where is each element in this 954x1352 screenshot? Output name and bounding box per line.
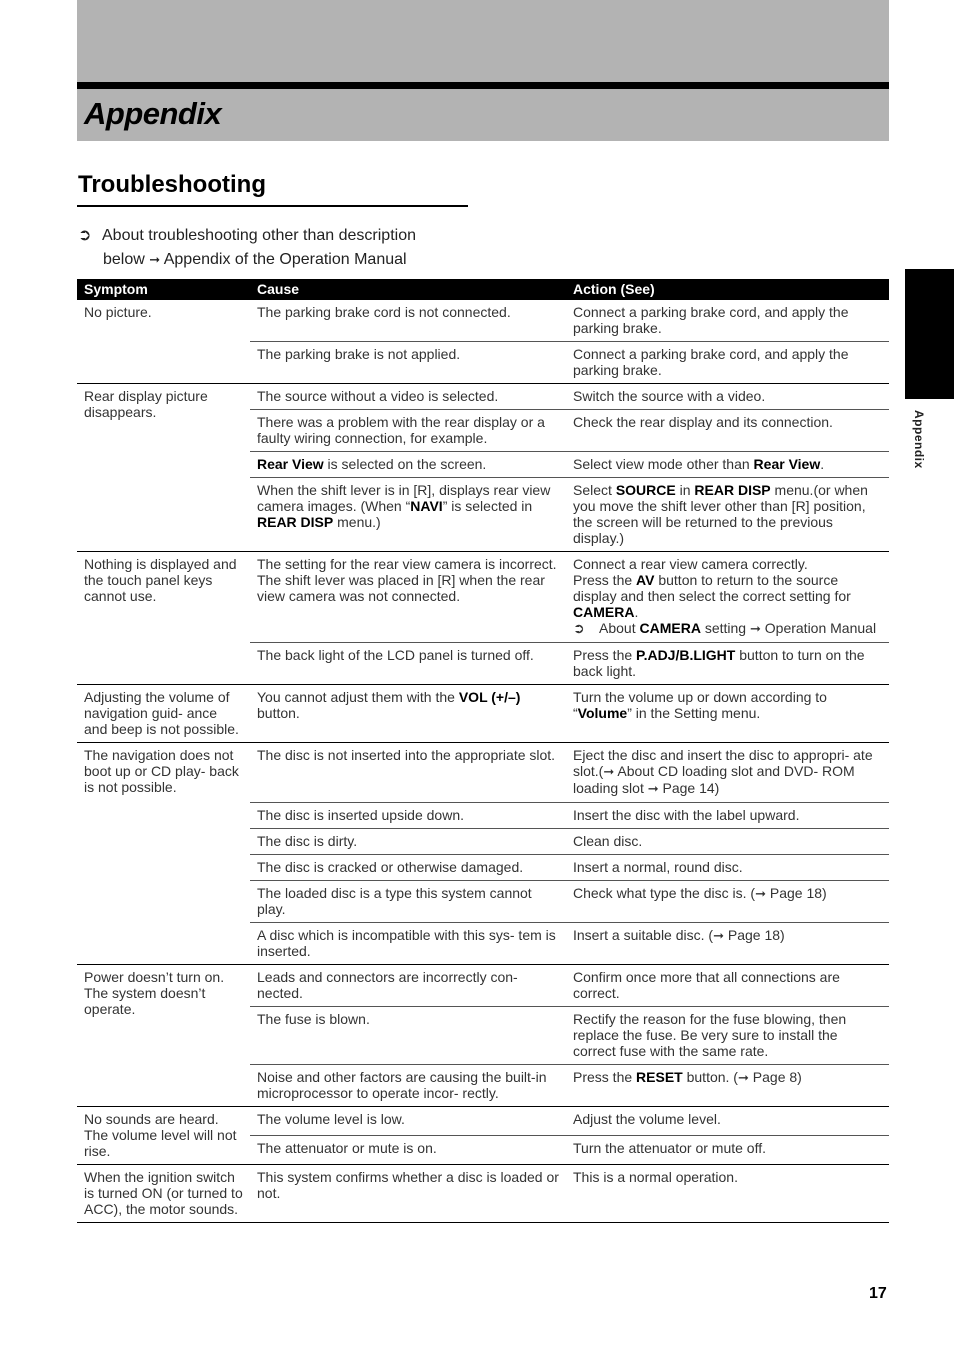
cause-cell: You cannot adjust them with the VOL (+/–) button.: [250, 685, 566, 743]
side-tab: [905, 269, 954, 399]
symptom-cell: No sounds are heard. The volume level will not rise.: [77, 1107, 250, 1165]
arrow-right-icon: ➞: [603, 764, 615, 779]
appendix-banner: [77, 0, 889, 141]
symptom-cell: Power doesn’t turn on. The system doesn’t operate.: [77, 965, 250, 1107]
symptom-cell: No picture.: [77, 300, 250, 384]
column-header-cause: Cause: [250, 279, 566, 300]
section-rule: [77, 205, 468, 207]
arrow-right-icon: ➞: [647, 781, 659, 796]
cause-cell: The disc is not inserted into the appropriate slot.: [250, 743, 566, 803]
symptom-cell: Rear display picture disappears.: [77, 384, 250, 552]
table-row: [77, 1165, 889, 1223]
intro-note: ➲ About troubleshooting other than description below ➞ Appendix of the Operation Manual: [78, 224, 478, 272]
symptom-cell: The navigation does not boot up or CD play- back is not possible.: [77, 743, 250, 965]
cause-cell: The back light of the LCD panel is turned off.: [250, 643, 566, 685]
table-row: [77, 685, 889, 743]
cause-cell: When the shift lever is in [R], displays rear view camera images. (When “NAVI” is selected in REAR DISP menu.): [250, 478, 566, 552]
action-cell: Select SOURCE in REAR DISP menu.(or when you move the shift lever other than [R] position, the screen will be returned to the previous display.): [566, 478, 889, 552]
arrow-right-icon: ➞: [749, 621, 761, 636]
action-cell: Check the rear display and its connection.: [566, 410, 889, 452]
table-header-row: [77, 279, 889, 300]
section-title: Troubleshooting: [78, 171, 266, 198]
action-cell: Rectify the reason for the fuse blowing, then replace the fuse. Be very sure to install the correct fuse with the same rate.: [566, 1007, 889, 1065]
arrow-right-icon: ➞: [755, 886, 766, 901]
cause-cell: The source without a video is selected.: [250, 384, 566, 410]
cause-cell: Noise and other factors are causing the built-in microprocessor to operate incor- rectly.: [250, 1065, 566, 1107]
action-cell: Confirm once more that all connections are correct.: [566, 965, 889, 1007]
action-cell: Connect a rear view camera correctly. Press the AV button to return to the source display and then select the correct setting for CAMERA. ➲ About CAMERA setting ➞ Operation Manual: [566, 552, 889, 643]
cause-cell: Rear View is selected on the screen.: [250, 452, 566, 478]
action-cell: Press the RESET button. (➞ Page 8): [566, 1065, 889, 1107]
cause-cell: The loaded disc is a type this system cannot play.: [250, 881, 566, 923]
action-cell: Turn the volume up or down according to “Volume” in the Setting menu.: [566, 685, 889, 743]
reference-marker-icon: ➲: [78, 227, 92, 244]
cause-cell: The attenuator or mute is on.: [250, 1136, 566, 1165]
symptom-cell: Adjusting the volume of navigation guid- ance and beep is not possible.: [77, 685, 250, 743]
arrow-right-icon: ➞: [149, 252, 161, 267]
table-row: [77, 552, 889, 643]
table-row: [77, 965, 889, 1007]
cause-cell: The parking brake is not applied.: [250, 342, 566, 384]
action-cell: Press the P.ADJ/B.LIGHT button to turn on the back light.: [566, 643, 889, 685]
arrow-right-icon: ➞: [737, 1070, 749, 1085]
table-row: [77, 1107, 889, 1136]
arrow-right-icon: ➞: [713, 928, 724, 943]
cause-cell: There was a problem with the rear display or a faulty wiring connection, for example.: [250, 410, 566, 452]
action-cell: Turn the attenuator or mute off.: [566, 1136, 889, 1165]
action-cell: Insert a suitable disc. (➞ Page 18): [566, 923, 889, 965]
cause-cell: The setting for the rear view camera is incorrect. The shift lever was placed in [R] when the rear view camera was not connected.: [250, 552, 566, 643]
action-cell: Check what type the disc is. (➞ Page 18): [566, 881, 889, 923]
cause-cell: The fuse is blown.: [250, 1007, 566, 1065]
page-number: 17: [869, 1285, 887, 1302]
column-header-symptom: Symptom: [77, 279, 250, 300]
action-cell: Select view mode other than Rear View.: [566, 452, 889, 478]
cause-cell: The disc is inserted upside down.: [250, 803, 566, 829]
action-cell: Connect a parking brake cord, and apply the parking brake.: [566, 342, 889, 384]
cause-cell: The disc is cracked or otherwise damaged.: [250, 855, 566, 881]
symptom-cell: When the ignition switch is turned ON (or turned to ACC), the motor sounds.: [77, 1165, 250, 1223]
troubleshooting-table: [77, 279, 889, 1223]
action-cell: Insert the disc with the label upward.: [566, 803, 889, 829]
cause-cell: The parking brake cord is not connected.: [250, 300, 566, 342]
table-row: [77, 384, 889, 410]
action-cell: This is a normal operation.: [566, 1165, 889, 1223]
action-cell: Insert a normal, round disc.: [566, 855, 889, 881]
side-tab-label: Appendix: [912, 410, 926, 469]
intro-line-1: About troubleshooting other than description: [102, 227, 416, 244]
action-cell: Adjust the volume level.: [566, 1107, 889, 1136]
symptom-cell: Nothing is displayed and the touch panel keys cannot use.: [77, 552, 250, 685]
column-header-action: Action (See): [566, 279, 889, 300]
cause-cell: The volume level is low.: [250, 1107, 566, 1136]
cause-cell: The disc is dirty.: [250, 829, 566, 855]
cause-cell: Leads and connectors are incorrectly con- nected.: [250, 965, 566, 1007]
action-cell: Clean disc.: [566, 829, 889, 855]
cause-cell: This system confirms whether a disc is loaded or not.: [250, 1165, 566, 1223]
reference-marker-icon: ➲: [573, 620, 585, 636]
table-row: [77, 743, 889, 803]
page-title: Appendix: [84, 96, 222, 131]
action-cell: Switch the source with a video.: [566, 384, 889, 410]
action-cell: Eject the disc and insert the disc to appropri- ate slot.(➞ About CD loading slot and DVD- ROM loading slot ➞ Page 14): [566, 743, 889, 803]
table-row: [77, 300, 889, 342]
banner-rule: [77, 82, 889, 89]
cause-cell: A disc which is incompatible with this sys- tem is inserted.: [250, 923, 566, 965]
action-cell: Connect a parking brake cord, and apply the parking brake.: [566, 300, 889, 342]
